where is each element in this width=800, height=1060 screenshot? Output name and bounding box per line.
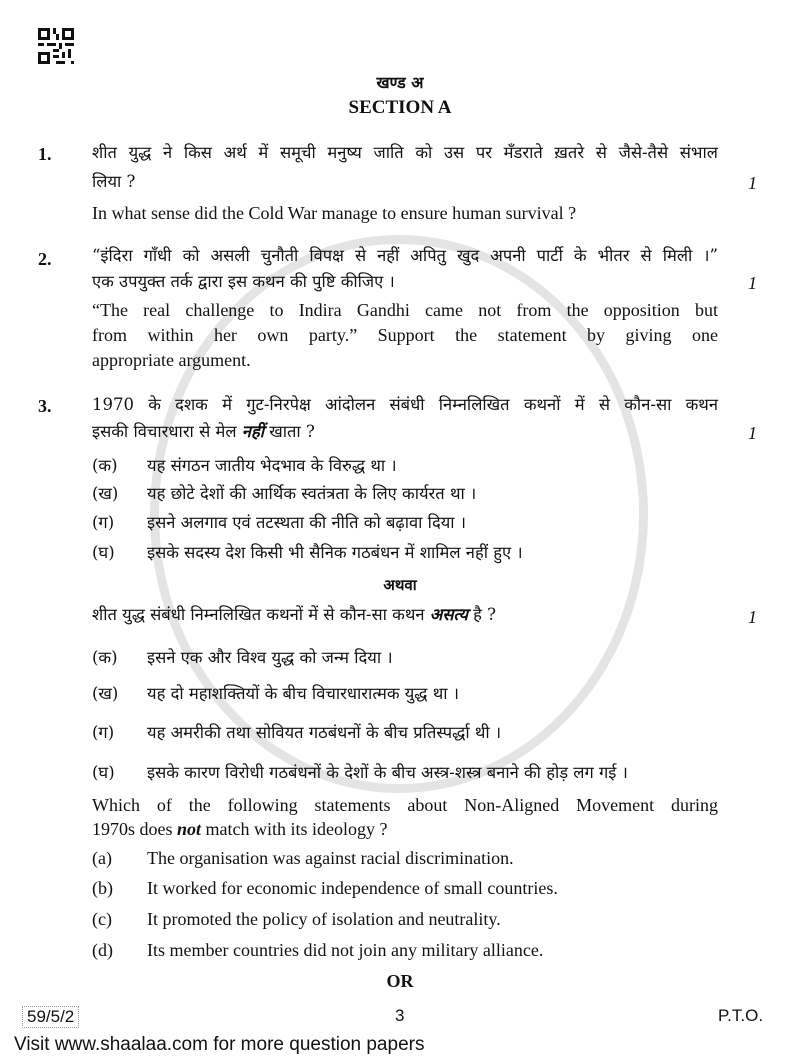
question-text-hindi: एक उपयुक्त तर्क द्वारा इस कथन की पुष्टि कीजिए । xyxy=(92,272,395,291)
option-item xyxy=(92,908,501,930)
option-text: The organisation was against racial discrimination. xyxy=(147,848,514,868)
option-item xyxy=(92,847,514,869)
option-text: इसके कारण विरोधी गठबंधनों के देशों के बीच अस्त्र-शस्त्र बनाने की होड़ लग गई । xyxy=(147,763,628,782)
question-number: 3. xyxy=(38,396,52,416)
option-item xyxy=(92,683,459,705)
question-text-english: Which of the following statements about Non-Aligned Movement during xyxy=(92,795,718,815)
option-label: (a) xyxy=(92,848,112,868)
option-item xyxy=(92,455,397,477)
option-item xyxy=(92,762,628,784)
question-text-hindi: शीत युद्ध ने किस अर्थ में समूची मनुष्य जाति को उस पर मँडराते ख़तरे से जैसे-तैसे संभाल xyxy=(92,143,718,162)
option-item xyxy=(92,877,558,899)
question-marks: 1 xyxy=(748,173,757,193)
pto-label: P.T.O. xyxy=(718,1006,764,1025)
text: खाता ? xyxy=(269,422,315,441)
page-number: 3 xyxy=(395,1006,405,1025)
qr-code-icon xyxy=(38,28,74,64)
option-label: (घ) xyxy=(92,543,115,562)
option-item xyxy=(92,722,501,744)
question-text-hindi: 1970 के दशक में गुट-निरपेक्ष आंदोलन संबंधी निम्नलिखित कथनों में से कौन-सा कथन xyxy=(92,395,718,414)
question-text-english: appropriate argument. xyxy=(92,350,251,370)
text: match with its ideology ? xyxy=(205,819,388,839)
text: 1970s does xyxy=(92,819,173,839)
option-label: (c) xyxy=(92,909,112,929)
option-item xyxy=(92,483,476,505)
section-title: SECTION A xyxy=(348,97,452,118)
option-text: यह अमरीकी तथा सोवियत गठबंधनों के बीच प्रतिस्पर्द्धा थी । xyxy=(147,723,502,742)
option-label: (क) xyxy=(92,456,118,475)
paper-code: 59/5/2 xyxy=(22,1006,79,1028)
question-number: 1. xyxy=(38,144,52,164)
option-item xyxy=(92,647,393,669)
option-text: It worked for economic independence of small countries. xyxy=(147,878,558,898)
option-label: (ख) xyxy=(92,684,119,703)
question-text-english: from within her own party.” Support the statement by giving one xyxy=(92,325,718,345)
option-text: यह दो महाशक्तियों के बीच विचारधारात्मक युद्ध था । xyxy=(147,684,460,703)
text: शीत युद्ध संबंधी निम्नलिखित कथनों में से कौन-सा कथन xyxy=(92,605,425,624)
question-marks: 1 xyxy=(748,607,757,627)
option-item xyxy=(92,542,523,564)
or-divider: OR xyxy=(386,971,414,991)
question-marks: 1 xyxy=(748,273,757,293)
question-text-hindi: लिया ? xyxy=(92,172,136,191)
alt-question-hindi xyxy=(92,604,496,626)
option-text: It promoted the policy of isolation and neutrality. xyxy=(147,909,501,929)
option-label: (d) xyxy=(92,940,113,960)
question-number: 2. xyxy=(38,249,52,269)
option-text: यह संगठन जातीय भेदभाव के विरुद्ध था । xyxy=(147,456,397,475)
emphasis: असत्य xyxy=(429,605,468,624)
option-item xyxy=(92,512,466,534)
option-label: (ग) xyxy=(92,723,115,742)
question-marks: 1 xyxy=(748,423,757,443)
question-text-hindi: “इंदिरा गाँधी को असली चुनौती विपक्ष से नहीं अपितु खुद अपनी पार्टी के भीतर से मिली ।” xyxy=(92,246,718,265)
option-label: (घ) xyxy=(92,763,115,782)
option-text: Its member countries did not join any military alliance. xyxy=(147,940,544,960)
option-label: (क) xyxy=(92,648,118,667)
visit-link[interactable]: Visit www.shaalaa.com for more question papers xyxy=(14,1034,425,1055)
text: इसकी विचारधारा से मेल xyxy=(92,422,237,441)
option-label: (ख) xyxy=(92,484,119,503)
question-text-hindi xyxy=(92,421,315,443)
option-label: (ग) xyxy=(92,513,115,532)
option-text: इसके सदस्य देश किसी भी सैनिक गठबंधन में शामिल नहीं हुए । xyxy=(147,543,523,562)
or-divider-hindi: अथवा xyxy=(383,576,417,594)
option-text: इसने अलगाव एवं तटस्थता की नीति को बढ़ावा दिया । xyxy=(147,513,467,532)
question-text-english xyxy=(92,818,387,840)
option-item xyxy=(92,939,543,961)
emphasis: नहीं xyxy=(241,422,264,441)
section-title-hindi: खण्ड अ xyxy=(376,73,424,92)
question-text-english: In what sense did the Cold War manage to ensure human survival ? xyxy=(92,203,577,223)
text: है ? xyxy=(473,605,497,624)
option-text: यह छोटे देशों की आर्थिक स्वतंत्रता के लिए कार्यरत था । xyxy=(147,484,477,503)
emphasis: not xyxy=(177,819,202,839)
option-label: (b) xyxy=(92,878,113,898)
option-text: इसने एक और विश्व युद्ध को जन्म दिया । xyxy=(147,648,393,667)
question-text-english: “The real challenge to Indira Gandhi came not from the opposition but xyxy=(92,300,718,320)
